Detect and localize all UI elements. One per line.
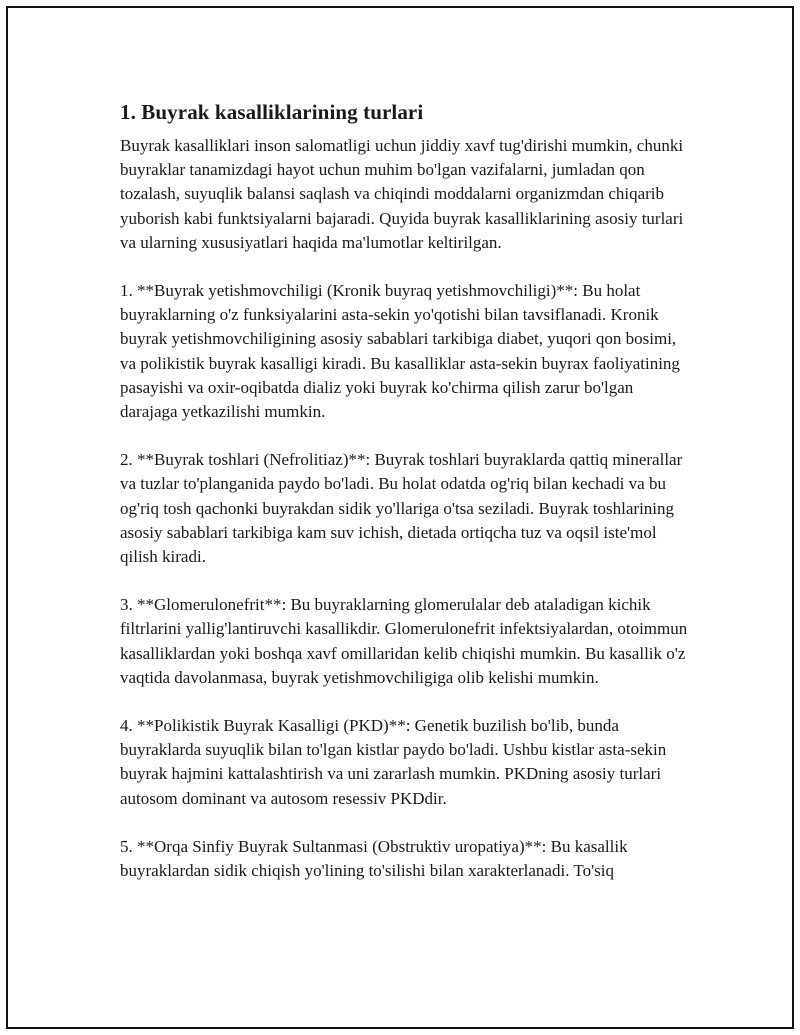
paragraph-polycystic-kidney: 4. **Polikistik Buyrak Kasalligi (PKD)**: Genetik buzilish bo'lib, bunda buyraklarda suyuqlik bilan to'lgan kistlar paydo bo'ladi. Ushbu kistlar asta-sekin buyrak hajmini kattalashtirish va uni zararlash mumkin. PKDning asosiy turlari autosom dominant va autosom resessiv PKDdir.	[120, 716, 667, 808]
page-frame	[6, 6, 794, 1029]
paragraph-kidney-failure: 1. **Buyrak yetishmovchiligi (Kronik buyraq yetishmovchiligi)**: Bu holat buyraklarning o'z funksiyalarini asta-sekin yo'qotishi bilan tavsiflanadi. Kronik buyrak yetishmovchiligining asosiy sabablari tarkibiga diabet, yuqori qon bosimi, va polikistik buyrak kasalligi kiradi. Bu kasalliklar asta-sekin buyrax faoliyatining pasayishi va oxir-oqibatda dializ yoki buyrak ko'chirma qilish zarur bo'lgan darajaga yetkazilishi mumkin.	[120, 281, 680, 422]
paragraph-kidney-stones: 2. **Buyrak toshlari (Nefrolitiaz)**: Buyrak toshlari buyraklarda qattiq minerallar va tuzlar to'planganida paydo bo'ladi. Bu holat odatda og'riq bilan kechadi va bu og'riq tosh qachonki buyrakdan sidik yo'llariga o'tsa seziladi. Buyrak toshlarining asosiy sabablari tarkibiga kam suv ichish, dietada ortiqcha tuz va oqsil iste'mol qilish kiradi.	[120, 450, 683, 567]
document-body	[120, 98, 692, 883]
intro-paragraph: Buyrak kasalliklari inson salomatligi uchun jiddiy xavf tug'dirishi mumkin, chunki buyraklar tanamizdagi hayot uchun muhim bo'lgan vazifalarni, jumladan qon tozalash, suyuqlik balansi saqlash va chiqindi moddalarni organizmdan chiqarib yuborish kabi funktsiyalarni bajaradi. Quyida buyrak kasalliklarining asosiy turlari va ularning xususiyatlari haqida ma'lumotlar keltirilgan.	[120, 136, 684, 252]
paragraph-obstructive-uropathy: 5. **Orqa Sinfiy Buyrak Sultanmasi (Obstruktiv uropatiya)**: Bu kasallik buyraklardan sidik chiqish yo'lining to'silishi bilan xarakterlanadi. To'siq	[120, 836, 628, 881]
section-heading: 1. Buyrak kasalliklarining turlari	[120, 100, 424, 124]
paragraph-glomerulonephritis: 3. **Glomerulonefrit**: Bu buyraklarning glomerulalar deb ataladigan kichik filtrlarini yallig'lantiruvchi kasallikdir. Glomerulonefrit infektsiyalardan, otoimmun kasalliklardan yoki boshqa xavf omillaridan kelib chiqishi mumkin. Bu kasallik o'z vaqtida davolanmasa, buyrak yetishmovchiligiga olib kelishi mumkin.	[120, 595, 688, 687]
